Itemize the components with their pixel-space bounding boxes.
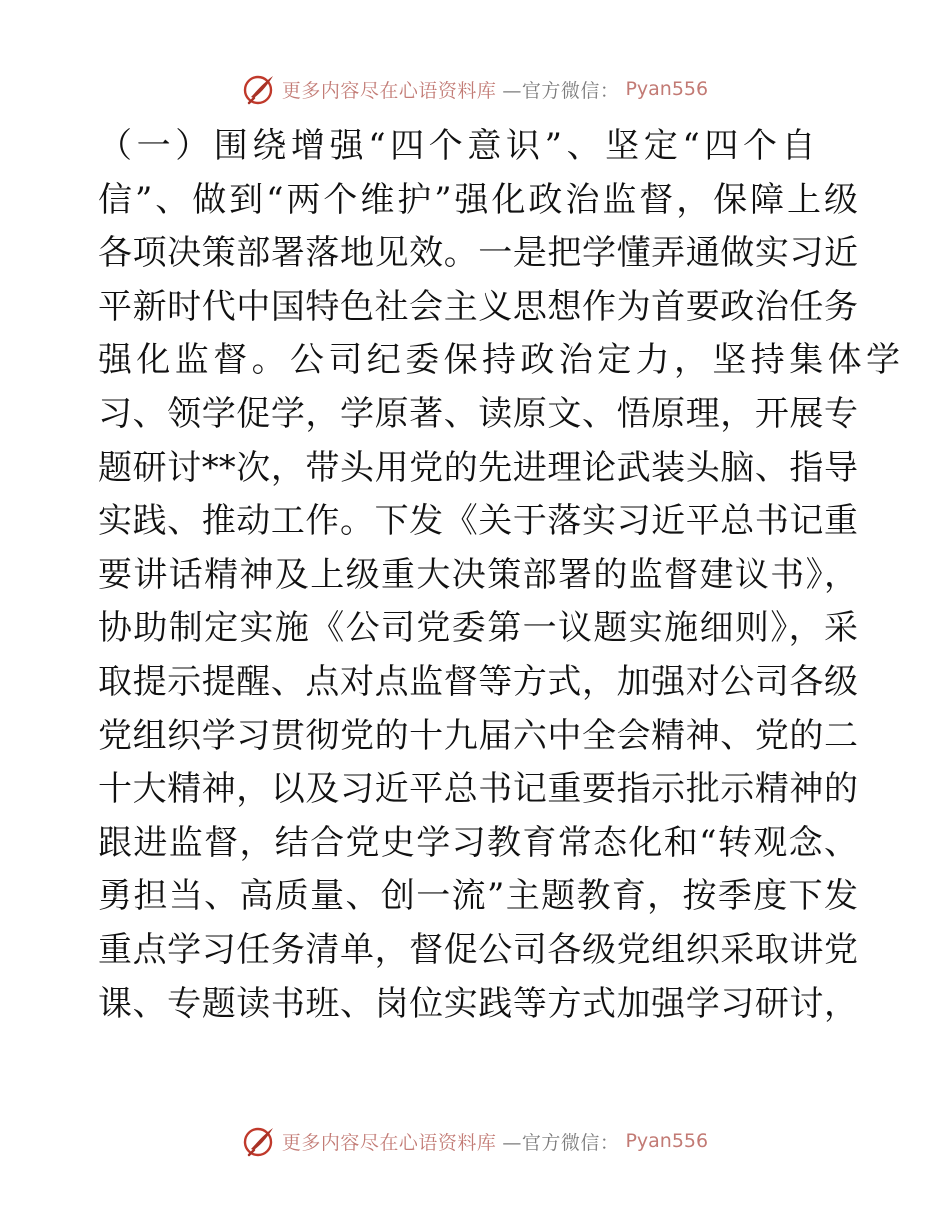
header-watermark: [0, 72, 950, 106]
paragraph-line: 习、领学促学，学原著、读原文、悟原理，开展专: [98, 393, 858, 434]
paragraph-line: （一）围绕增强“四个意识”、坚定“四个自: [98, 126, 821, 166]
quill-logo-icon: [242, 72, 276, 106]
footer-watermark: [0, 1124, 950, 1158]
paragraph-line: 要讲话精神及上级重大决策部署的监督建议书》，: [98, 554, 858, 595]
paragraph-line: 各项决策部署落地见效。一是把学懂弄通做实习近: [98, 233, 858, 274]
paragraph-line: 题研讨**次，带头用党的先进理论武装头脑、指导: [98, 447, 858, 488]
watermark-wechat-id: Pyan556: [625, 78, 709, 100]
paragraph-line: 协助制定实施《公司党委第一议题实施细则》，采: [98, 608, 858, 649]
paragraph-line: 强化监督。公司纪委保持政治定力，坚持集体学: [98, 340, 905, 381]
document-body: [98, 120, 905, 1031]
watermark-main-text: 更多内容尽在心语资料库: [281, 1131, 497, 1154]
paragraph-line: 重点学习任务清单，督促公司各级党组织采取讲党: [98, 929, 858, 970]
paragraph-line: 实践、推动工作。下发《关于落实习近平总书记重: [98, 501, 858, 542]
paragraph-line: 平新时代中国特色社会主义思想作为首要政治任务: [98, 286, 858, 327]
paragraph-line: 取提示提醒、点对点监督等方式，加强对公司各级: [98, 661, 858, 702]
quill-logo-icon: [242, 1124, 276, 1158]
paragraph-line: 信”、做到“两个维护”强化政治监督，保障上级: [98, 179, 858, 220]
watermark-wechat-id: Pyan556: [625, 1130, 709, 1152]
paragraph-line: 勇担当、高质量、创一流”主题教育，按季度下发: [98, 876, 858, 917]
paragraph-line: 十大精神，以及习近平总书记重要指示批示精神的: [98, 769, 858, 810]
paragraph-line: 跟进监督，结合党史学习教育常态化和“转观念、: [98, 822, 858, 863]
watermark-main-text: 更多内容尽在心语资料库: [281, 79, 497, 102]
paragraph-line: 课、专题读书班、岗位实践等方式加强学习研讨，: [98, 983, 858, 1024]
paragraph-line: 党组织学习贯彻党的十九届六中全会精神、党的二: [98, 715, 858, 756]
watermark-separator-text: —官方微信：: [502, 1131, 620, 1154]
watermark-separator-text: —官方微信：: [502, 79, 620, 102]
